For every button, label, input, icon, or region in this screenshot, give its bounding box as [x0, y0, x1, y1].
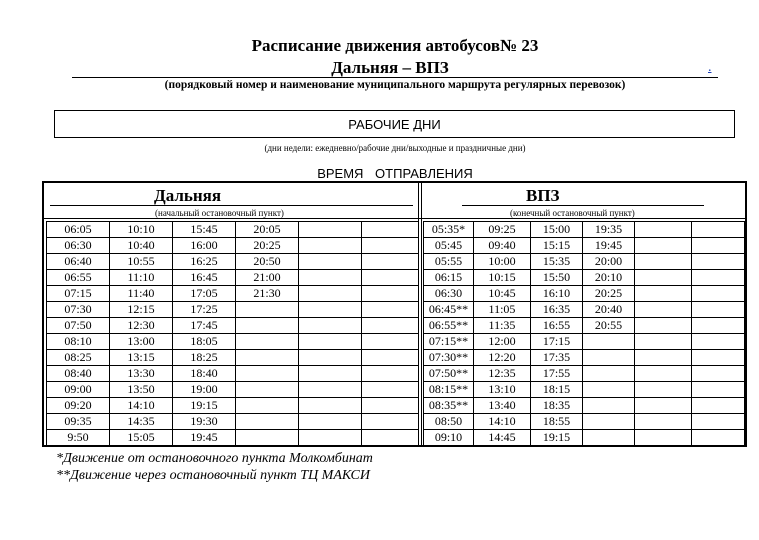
- route-name: Дальняя – ВПЗ: [331, 58, 449, 77]
- time-cell: [635, 414, 692, 430]
- table-row: [424, 430, 745, 446]
- time-cell: 14:10: [110, 398, 173, 414]
- time-cell: [635, 334, 692, 350]
- time-cell: [236, 302, 299, 318]
- days-box: [54, 110, 735, 138]
- time-cell: 20:25: [236, 238, 299, 254]
- time-cell: [362, 222, 419, 238]
- time-cell: [692, 302, 745, 318]
- route-caption: (порядковый номер и наименование муниципального маршрута регулярных перевозок): [164, 79, 626, 91]
- time-cell: 06:55: [47, 270, 110, 286]
- time-cell: 13:40: [474, 398, 531, 414]
- table-row: [47, 286, 419, 302]
- time-cell: [583, 430, 635, 446]
- time-cell: 09:35: [47, 414, 110, 430]
- time-cell: 11:35: [474, 318, 531, 334]
- time-cell: 07:30: [47, 302, 110, 318]
- time-cell: [635, 318, 692, 334]
- table-row: [47, 238, 419, 254]
- time-cell: 12:00: [474, 334, 531, 350]
- time-cell: [362, 414, 419, 430]
- time-cell: [692, 350, 745, 366]
- table-row: [47, 222, 419, 238]
- route-dot-link[interactable]: .: [708, 60, 712, 75]
- table-row: [47, 430, 419, 446]
- time-cell: 11:10: [110, 270, 173, 286]
- time-cell: [299, 414, 362, 430]
- time-cell: [362, 286, 419, 302]
- time-cell: 11:05: [474, 302, 531, 318]
- time-cell: 19:15: [531, 430, 583, 446]
- time-cell: 09:25: [474, 222, 531, 238]
- time-cell: 06:30: [424, 286, 474, 302]
- time-cell: 13:30: [110, 366, 173, 382]
- time-cell: 13:00: [110, 334, 173, 350]
- time-cell: 07:15**: [424, 334, 474, 350]
- time-cell: 06:40: [47, 254, 110, 270]
- table-row: [47, 270, 419, 286]
- time-cell: [692, 238, 745, 254]
- time-cell: 09:20: [47, 398, 110, 414]
- time-cell: [236, 382, 299, 398]
- time-cell: 20:50: [236, 254, 299, 270]
- time-cell: [236, 350, 299, 366]
- table-row: [424, 318, 745, 334]
- time-cell: 19:45: [173, 430, 236, 446]
- time-cell: 16:00: [173, 238, 236, 254]
- time-cell: 12:15: [110, 302, 173, 318]
- time-cell: 20:05: [236, 222, 299, 238]
- time-cell: 13:50: [110, 382, 173, 398]
- time-cell: [299, 398, 362, 414]
- time-cell: [236, 334, 299, 350]
- table-row: [424, 270, 745, 286]
- time-cell: [635, 302, 692, 318]
- table-row: [424, 238, 745, 254]
- time-cell: [299, 366, 362, 382]
- time-cell: 19:00: [173, 382, 236, 398]
- time-cell: 16:55: [531, 318, 583, 334]
- table-row: [424, 398, 745, 414]
- time-cell: 07:50: [47, 318, 110, 334]
- time-cell: [362, 318, 419, 334]
- time-cell: 12:30: [110, 318, 173, 334]
- time-cell: [635, 222, 692, 238]
- time-cell: [635, 238, 692, 254]
- time-cell: 15:15: [531, 238, 583, 254]
- time-cell: 06:15: [424, 270, 474, 286]
- time-cell: 15:45: [173, 222, 236, 238]
- time-cell: [692, 318, 745, 334]
- time-cell: [583, 366, 635, 382]
- time-cell: [692, 254, 745, 270]
- time-cell: [635, 350, 692, 366]
- time-cell: 08:15**: [424, 382, 474, 398]
- route-underline: [72, 77, 718, 78]
- time-cell: [362, 430, 419, 446]
- time-cell: [692, 334, 745, 350]
- time-cell: 16:35: [531, 302, 583, 318]
- time-cell: [635, 382, 692, 398]
- time-cell: [692, 270, 745, 286]
- time-cell: 19:45: [583, 238, 635, 254]
- time-cell: [362, 302, 419, 318]
- time-cell: 14:45: [474, 430, 531, 446]
- time-cell: 20:25: [583, 286, 635, 302]
- time-cell: 20:10: [583, 270, 635, 286]
- table-row: [424, 286, 745, 302]
- time-cell: 20:00: [583, 254, 635, 270]
- time-cell: [583, 382, 635, 398]
- left-stop-caption: (начальный остановочный пункт): [155, 208, 284, 218]
- table-row: [47, 318, 419, 334]
- time-cell: 18:40: [173, 366, 236, 382]
- time-cell: 13:10: [474, 382, 531, 398]
- time-cell: 10:10: [110, 222, 173, 238]
- time-cell: 21:30: [236, 286, 299, 302]
- table-row: [424, 222, 745, 238]
- footnote-molkombinat: *Движение от остановочного пункта Молкомбинат: [56, 451, 373, 466]
- time-cell: 09:40: [474, 238, 531, 254]
- time-cell: 06:30: [47, 238, 110, 254]
- time-cell: 07:30**: [424, 350, 474, 366]
- time-cell: [692, 430, 745, 446]
- time-cell: [299, 430, 362, 446]
- time-cell: 10:40: [110, 238, 173, 254]
- time-cell: [236, 430, 299, 446]
- time-cell: [635, 286, 692, 302]
- time-cell: 19:15: [173, 398, 236, 414]
- time-cell: 17:45: [173, 318, 236, 334]
- header-separator: [44, 218, 745, 219]
- time-cell: 07:15: [47, 286, 110, 302]
- time-cell: [299, 238, 362, 254]
- table-row: [47, 366, 419, 382]
- time-cell: 15:50: [531, 270, 583, 286]
- time-cell: 18:55: [531, 414, 583, 430]
- left-stop-underline: [50, 205, 413, 206]
- time-cell: 06:05: [47, 222, 110, 238]
- time-cell: 17:25: [173, 302, 236, 318]
- time-cell: 17:35: [531, 350, 583, 366]
- time-cell: [692, 414, 745, 430]
- time-cell: 10:55: [110, 254, 173, 270]
- table-row: [47, 334, 419, 350]
- time-cell: 16:45: [173, 270, 236, 286]
- time-cell: [236, 366, 299, 382]
- time-cell: [299, 382, 362, 398]
- time-cell: [362, 270, 419, 286]
- table-row: [47, 302, 419, 318]
- time-cell: [692, 366, 745, 382]
- table-row: [424, 350, 745, 366]
- time-cell: 12:20: [474, 350, 531, 366]
- time-cell: 13:15: [110, 350, 173, 366]
- schedule-title: Расписание движения автобусов№ 23: [251, 36, 539, 55]
- time-cell: 19:30: [173, 414, 236, 430]
- table-row: [47, 254, 419, 270]
- time-cell: [692, 222, 745, 238]
- time-cell: 12:35: [474, 366, 531, 382]
- time-cell: [362, 366, 419, 382]
- time-cell: 15:05: [110, 430, 173, 446]
- time-cell: 10:15: [474, 270, 531, 286]
- time-cell: 06:45**: [424, 302, 474, 318]
- time-cell: 09:10: [424, 430, 474, 446]
- time-cell: 21:00: [236, 270, 299, 286]
- table-row: [424, 382, 745, 398]
- time-cell: 11:40: [110, 286, 173, 302]
- time-cell: 18:25: [173, 350, 236, 366]
- time-cell: [299, 286, 362, 302]
- table-row: [47, 382, 419, 398]
- right-stop-underline: [462, 205, 704, 206]
- time-cell: 15:35: [531, 254, 583, 270]
- time-cell: [236, 414, 299, 430]
- time-cell: 20:55: [583, 318, 635, 334]
- time-cell: [362, 398, 419, 414]
- time-cell: 08:25: [47, 350, 110, 366]
- time-cell: [583, 350, 635, 366]
- time-cell: 19:35: [583, 222, 635, 238]
- time-cell: [583, 334, 635, 350]
- time-cell: [362, 350, 419, 366]
- table-row: [47, 398, 419, 414]
- time-cell: [635, 366, 692, 382]
- time-cell: 08:40: [47, 366, 110, 382]
- time-cell: [583, 414, 635, 430]
- time-cell: 14:10: [474, 414, 531, 430]
- time-cell: 10:45: [474, 286, 531, 302]
- right-timetable: [423, 221, 745, 446]
- time-cell: 08:35**: [424, 398, 474, 414]
- days-label: РАБОЧИЕ ДНИ: [348, 116, 441, 132]
- time-cell: 05:35*: [424, 222, 474, 238]
- time-cell: [692, 398, 745, 414]
- time-cell: [299, 318, 362, 334]
- table-row: [47, 414, 419, 430]
- time-cell: [362, 334, 419, 350]
- departure-caption: ВРЕМЯ ОТПРАВЛЕНИЯ: [317, 166, 473, 181]
- time-cell: 05:45: [424, 238, 474, 254]
- time-cell: 17:55: [531, 366, 583, 382]
- time-cell: 07:50**: [424, 366, 474, 382]
- time-cell: [362, 382, 419, 398]
- time-cell: [299, 270, 362, 286]
- time-cell: 14:35: [110, 414, 173, 430]
- table-row: [424, 414, 745, 430]
- left-stop-name: Дальняя: [154, 186, 222, 205]
- time-cell: 08:10: [47, 334, 110, 350]
- time-cell: 18:05: [173, 334, 236, 350]
- time-cell: [692, 286, 745, 302]
- time-cell: 16:10: [531, 286, 583, 302]
- time-cell: 18:15: [531, 382, 583, 398]
- table-row: [424, 334, 745, 350]
- time-cell: 17:15: [531, 334, 583, 350]
- days-caption: (дни недели: ежедневно/рабочие дни/выходные и праздничные дни): [264, 143, 526, 153]
- time-cell: 17:05: [173, 286, 236, 302]
- time-cell: 09:00: [47, 382, 110, 398]
- footnote-tc-maksi: **Движение через остановочный пункт ТЦ МАКСИ: [56, 468, 370, 483]
- time-cell: [299, 334, 362, 350]
- time-cell: 18:35: [531, 398, 583, 414]
- time-cell: [635, 398, 692, 414]
- time-cell: 20:40: [583, 302, 635, 318]
- time-cell: [362, 238, 419, 254]
- right-stop-caption: (конечный остановочный пункт): [510, 208, 635, 218]
- time-cell: 05:55: [424, 254, 474, 270]
- time-cell: 9:50: [47, 430, 110, 446]
- time-cell: 08:50: [424, 414, 474, 430]
- time-cell: [299, 254, 362, 270]
- time-cell: 16:25: [173, 254, 236, 270]
- time-cell: [299, 350, 362, 366]
- right-stop-name: ВПЗ: [526, 186, 560, 205]
- time-cell: 15:00: [531, 222, 583, 238]
- time-cell: [299, 302, 362, 318]
- time-cell: [635, 254, 692, 270]
- left-timetable: [46, 221, 419, 446]
- time-cell: 10:00: [474, 254, 531, 270]
- time-cell: [299, 222, 362, 238]
- time-cell: [362, 254, 419, 270]
- table-row: [47, 350, 419, 366]
- table-row: [424, 254, 745, 270]
- time-cell: [236, 398, 299, 414]
- time-cell: [583, 398, 635, 414]
- table-row: [424, 366, 745, 382]
- time-cell: [635, 430, 692, 446]
- time-cell: [692, 382, 745, 398]
- table-row: [424, 302, 745, 318]
- time-cell: 06:55**: [424, 318, 474, 334]
- time-cell: [236, 318, 299, 334]
- time-cell: [635, 270, 692, 286]
